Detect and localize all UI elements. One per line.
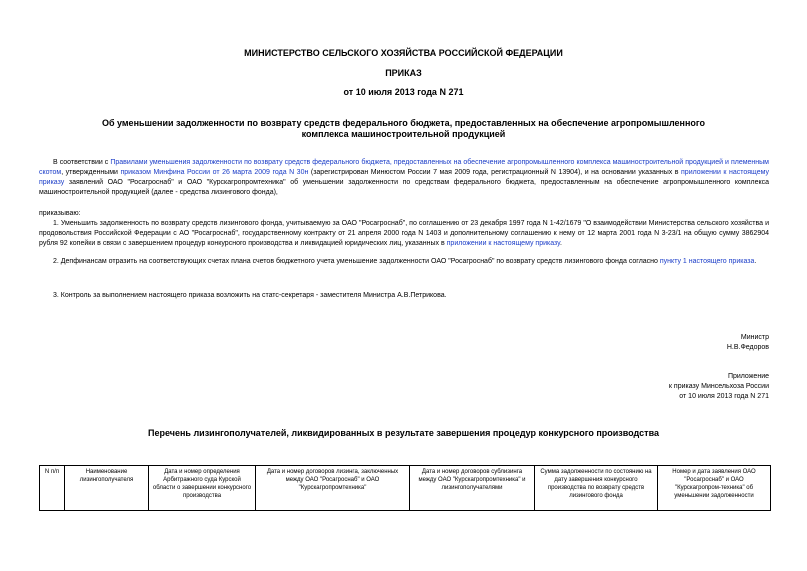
column-header: N п/п (40, 466, 65, 511)
appendix-order-date: от 10 июля 2013 года N 271 (679, 393, 769, 400)
signatory-position: Министр (740, 334, 769, 341)
clause-text: 2. Депфинансам отразить на соответствующих счетах плана счетов бюджетного учета уменьшение задолженности ОАО "Росагроснаб" по возврату средств лизингового фонда согласно (53, 258, 660, 265)
document-type: ПРИКАЗ (385, 68, 422, 78)
column-header: Номер и дата заявления ОАО "Росагроснаб" и ОАО "Курскагропром-техника" об уменьшении задолженности (658, 466, 771, 511)
list-title: Перечень лизингополучателей, ликвидированных в результате завершения процедур конкурсного производства (148, 428, 659, 438)
rules-link[interactable]: Правилами уменьшения задолженности по возврату средств федерального бюджета, предоставленных на обеспечение агропромышленного комплекса машиностроительной продукцией и племенным скотом (39, 159, 769, 176)
clause-text: . (559, 240, 562, 247)
appendix-order-ref: к приказу Минсельхоза России (668, 383, 769, 390)
clause-3: 3. Контроль за выполнением настоящего приказа возложить на статс-секретаря - заместителя Министра А.В.Петрикова. (53, 292, 447, 299)
preamble-text: В соответствии с (53, 159, 111, 166)
ministry-heading: МИНИСТЕРСТВО СЕЛЬСКОГО ХОЗЯЙСТВА РОССИЙСКОЙ ФЕДЕРАЦИИ (244, 48, 563, 58)
signature-block (727, 333, 769, 353)
lessees-table (39, 465, 771, 511)
clause-text: 1. Уменьшить задолженность по возврату средств лизингового фонда, учитываемую за ОАО "Росагроснаб", по соглашению от 23 декабря 1997 года N 1-42/1679 "О взаимодействии Министерства сельского хозяйства и продовольствия Российской Федерации с АО "Росагроснаб", государственному контракту от 21 апреля 2000 года N 1403 и дополнительному соглашению к нему от 12 марта 2001 года N 3-23/1 на общую сумму 3862904 рубля 92 копейки в связи с завершением процедур конкурсного производства и ликвидацией юридических лиц, указанных в (39, 220, 769, 247)
column-header: Сумма задолженности по состоянию на дату завершения конкурсного производства по возврату средств лизингового фонда (535, 466, 658, 511)
clause-1 (39, 219, 769, 249)
clause-text: . (754, 258, 757, 265)
column-header: Дата и номер договоров сублизинга между ОАО "Курскагропромтехника" и лизингополучателями (410, 466, 535, 511)
document-date-number: от 10 июля 2013 года N 271 (343, 87, 464, 97)
column-header: Дата и номер договоров лизинга, заключенных между ОАО "Росагроснаб" и ОАО "Курскагропромтехника" (256, 466, 410, 511)
appendix-reference (669, 372, 769, 402)
clause-2 (39, 257, 769, 267)
preamble-paragraph (39, 158, 769, 198)
preamble-text: (зарегистрирован Минюстом России 7 мая 2009 года, регистрационный N 13904), и на основании указанных в (308, 169, 682, 176)
appendix-label: Приложение (727, 373, 769, 380)
preamble-text: , утвержденными (61, 169, 121, 176)
preamble-text: заявлений ОАО "Росагроснаб" и ОАО "Курскагропромтехника" об уменьшении задолженности по средствам федерального бюджета, предоставленным на обеспечение агропромышленного комплекса машиностроительной продукцией (далее - средства лизингового фонда), (39, 179, 769, 196)
order-word: приказываю: (39, 210, 81, 217)
document-title: Об уменьшении задолженности по возврату средств федерального бюджета, предоставленных на обеспечение агропромышленного комплекса машиностроительной продукцией (101, 118, 706, 139)
signatory-name: Н.В.Федоров (726, 344, 769, 351)
column-header: Дата и номер определения Арбитражного суда Курской области о завершении конкурсного производства (149, 466, 256, 511)
appendix-link[interactable]: приложении к настоящему приказу (39, 169, 769, 186)
appendix-link[interactable]: приложении к настоящему приказу (446, 240, 560, 247)
column-header: Наименование лизингополучателя (65, 466, 149, 511)
minfin-order-link[interactable]: приказом Минфина России от 26 марта 2009 года N 30н (120, 169, 309, 176)
table-header-row (40, 466, 771, 511)
clause-1-link[interactable]: пункту 1 настоящего приказа (659, 258, 755, 265)
